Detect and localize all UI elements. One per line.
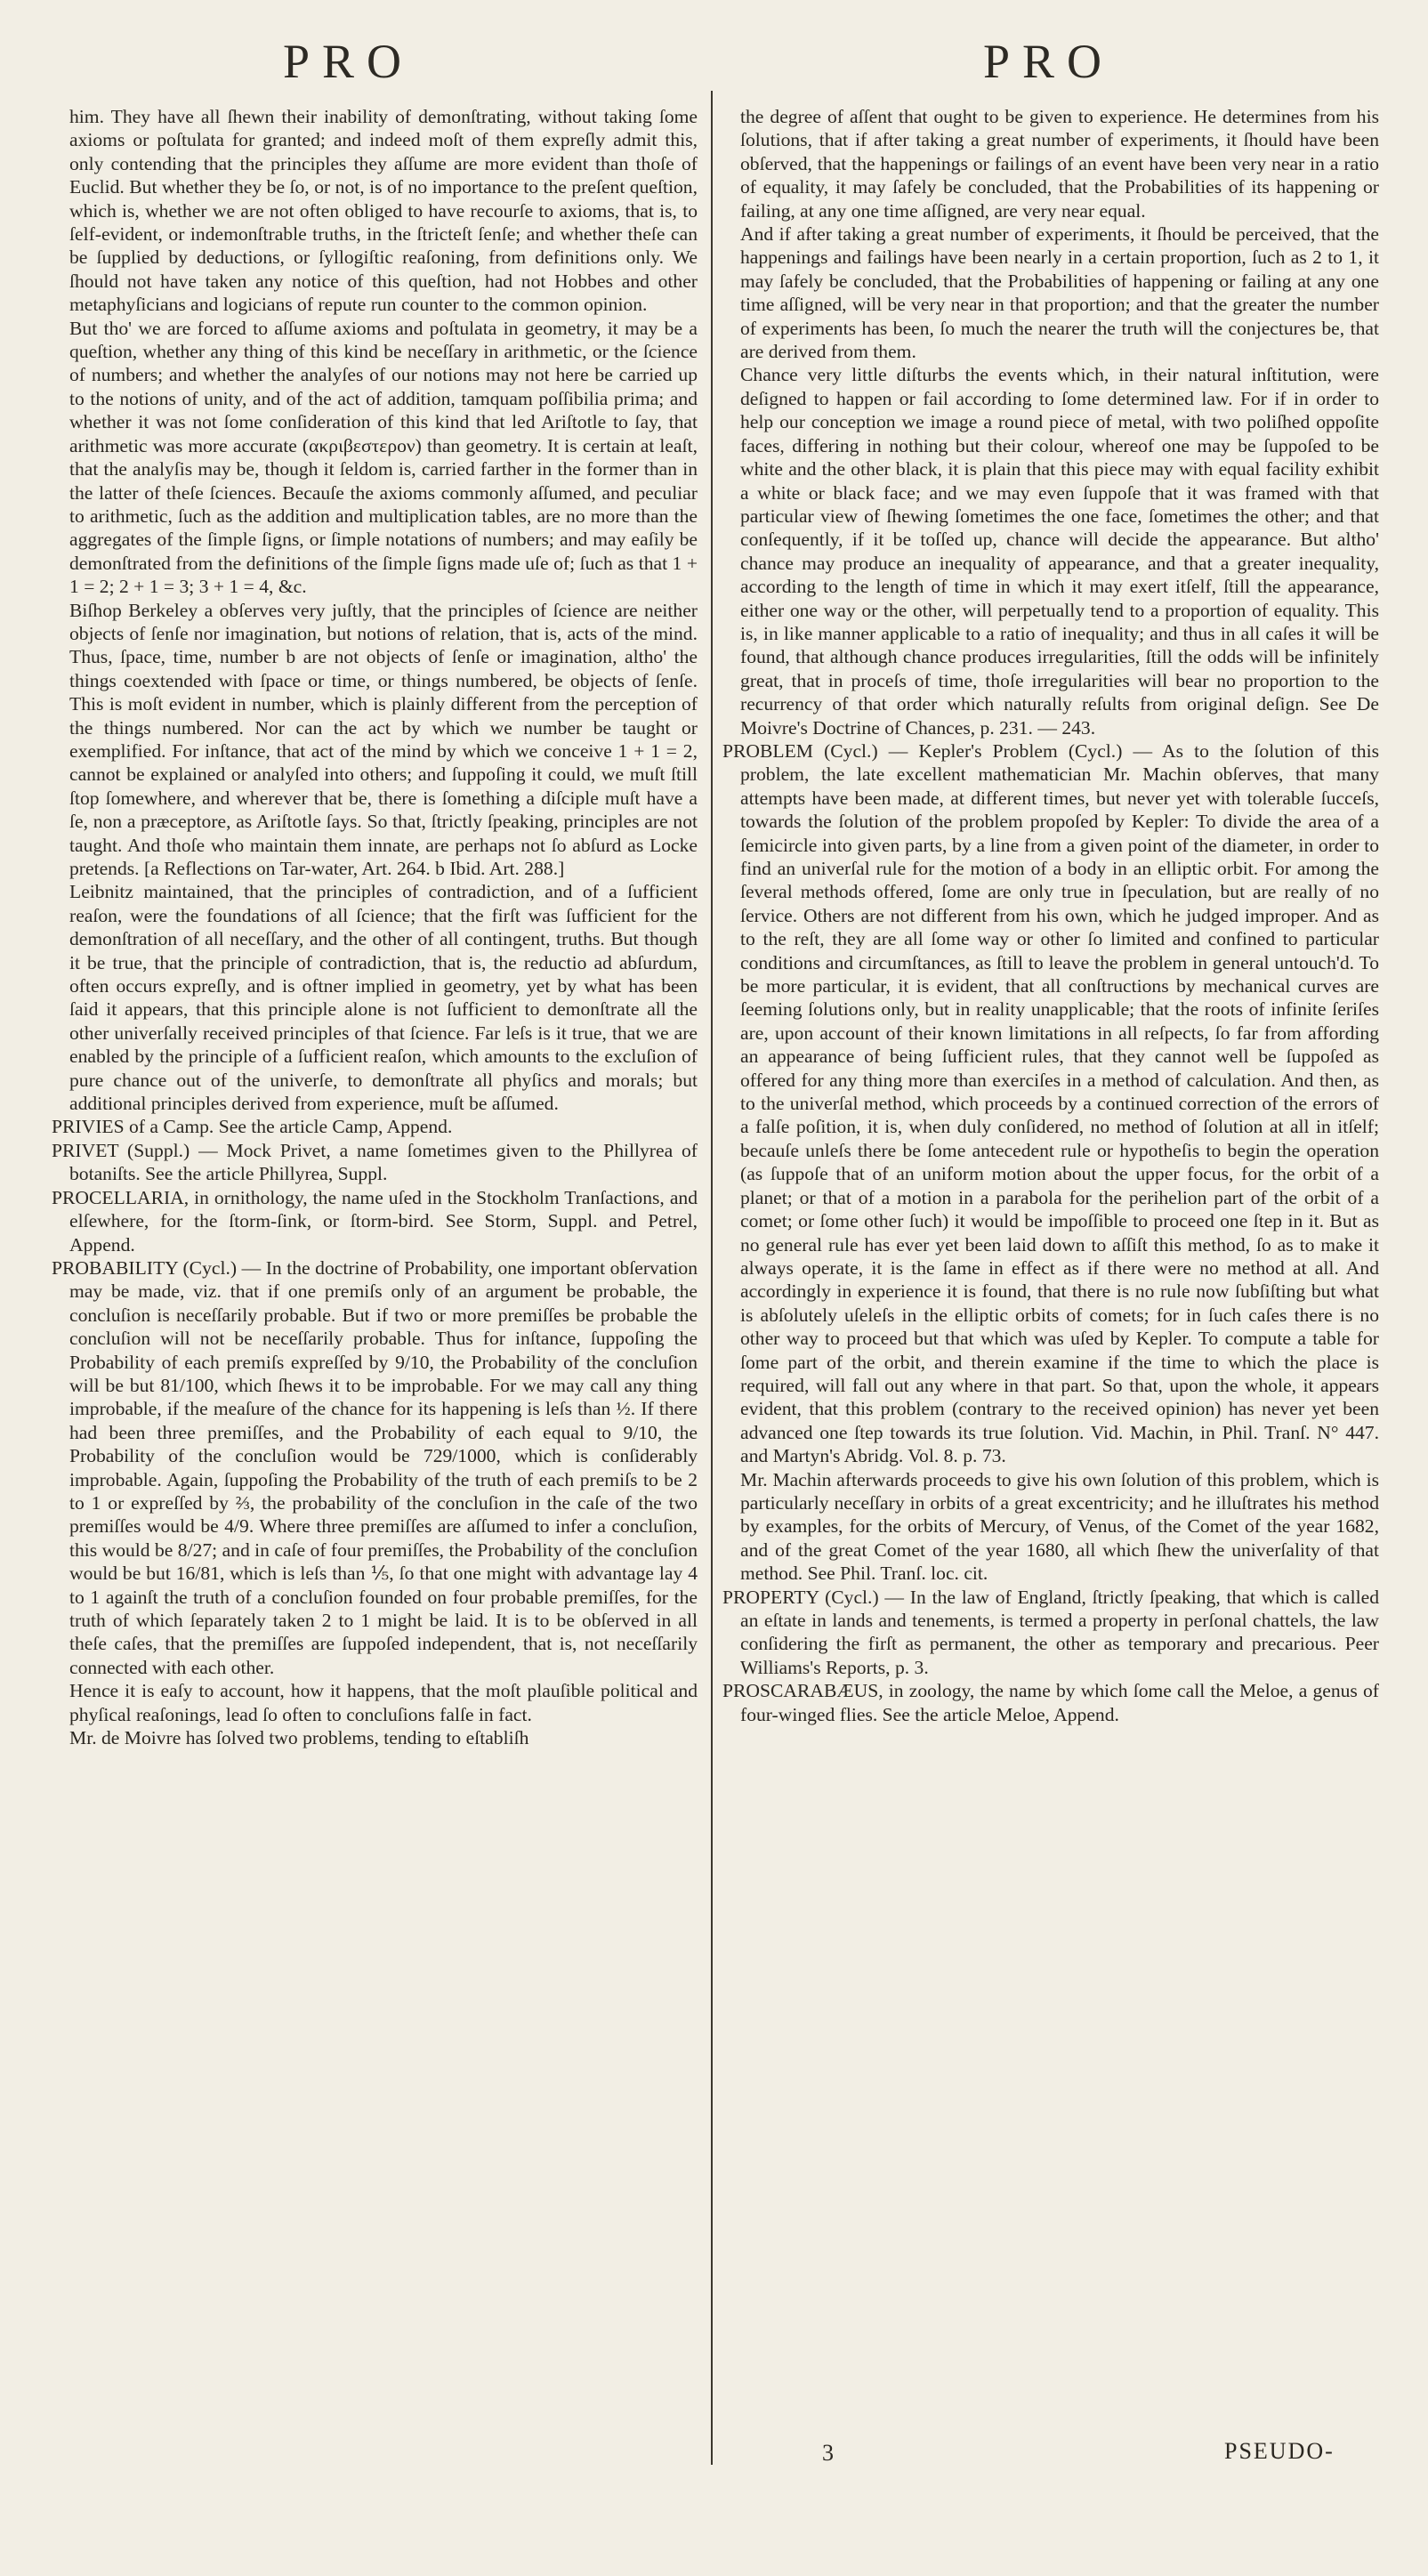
running-head-left: PRO [283,35,415,88]
running-head-right: PRO [983,35,1115,88]
catchword: PSEUDO- [1224,2438,1335,2464]
right-column [722,105,1379,2463]
paragraph: But tho' we are forced to aſſume axioms and poſtulata in geometry, it may be a queſtion, whether any thing of this kind be neceſſary in arithmetic, or the ſcience of numbers; and whether the analyſes of our notions may not here be carried up to the notions of unity, and of the act of addition, tamquam poſſibilia prima; and whether it was not ſome conſideration of this kind that led Ariſtotle to ſay, that arithmetic was more accurate (ακριβεστερον) than geometry. It is certain at leaſt, that the analyſis may be, though it ſeldom is, carried farther in the former than in the latter of theſe ſciences. Becauſe the axioms commonly aſſumed, and peculiar to arithmetic, ſuch as the addition and multiplication tables, are no more than the aggregates of the ſimple ſigns, or ſimple notations of numbers; and may eaſily be demonſtrated from the definitions of the ſimple ſigns made uſe of; ſuch as that 1 + 1 = 2; 2 + 1 = 3; 3 + 1 = 4, &c. [69,317,698,598]
paragraph: Chance very little diſturbs the events which, in their natural inſtitution, were deſigned to happen or fail according to ſome determined law. For if in order to help our conception we image a round piece of metal, with two poliſhed oppoſite faces, differing in nothing but their colour, whereof one may be ſuppoſed to be white and the other black, it is plain that this piece may with equal facility exhibit a white or black face; and we may even ſuppoſe that it was framed with that particular view of ſhewing ſometimes the one face, ſometimes the other; and that conſequently, if it be toſſed up, chance will decide the appearance. But altho' chance may produce an inequality of appearance, and that a greater inequality, according to the length of time in which it may exert itſelf, ſtill the appearance, either one way or the other, will perpetually tend to a proportion of equality. This is, in like manner applicable to a ratio of inequality; and thus in all caſes it will be found, that although chance produces irregularities, ſtill the odds will be infinitely great, that in proceſs of time, thoſe irregularities will bear no proportion to the recurrency of that order which naturally reſults from original deſign. See De Moivre's Doctrine of Chances, p. 231. — 243. [740,364,1379,739]
paragraph: And if after taking a great number of experiments, it ſhould be perceived, that the happenings and failings have been nearly in a certain proportion, ſuch as 2 to 1, it may ſafely be concluded, that the Probabilities of happening or failing at any one time aſſigned, will be very near in that proportion; and that the greater the number of experiments has been, ſo much the nearer the truth will the conjectures be, that are derived from them. [740,223,1379,363]
paragraph: Mr. Machin afterwards proceeds to give his own ſolution of this problem, which is particularly neceſſary in orbits of a great excentricity; and he illuſtrates his method by examples, for the orbits of Mercury, of Venus, of the Comet of the year 1682, and of the great Comet of the year 1680, all which ſhew the univerſality of that method. See Phil. Tranſ. loc. cit. [740,1468,1379,1585]
paragraph: Biſhop Berkeley a obſerves very juſtly, that the principles of ſcience are neither objects of ſenſe nor imagination, but notions of relation, that is, acts of the mind. Thus, ſpace, time, number b are not objects of ſenſe or imagination, altho' the things coextended with ſpace or time, or things numbered, be objects of ſenſe. This is moſt evident in number, which is plainly different from the perception of the things numbered. Nor can the act by which we number be taught or exemplified. For inſtance, that act of the mind by which we conceive 1 + 1 = 2, cannot be explained or analyſed into others; and ſuppoſing it could, we muſt ſtill ſtop ſomewhere, and wherever that be, there is ſomething a diſciple muſt have a ſe, non a præceptore, as Ariſtotle ſays. So that, ſtrictly ſpeaking, principles are not taught. And thoſe who maintain them innate, are perhaps not ſo abſurd as Locke pretends. [a Reflections on Tar-water, Art. 264. b Ibid. Art. 288.] [69,599,698,879]
page-number: 3 [822,2440,834,2466]
paragraph: the degree of aſſent that ought to be given to experience. He determines from his ſolutions, that if after taking a great number of experiments, it ſhould have been obſerved, that the happenings or failings of an event have been very near in a ratio of equality, it may ſafely be concluded, that the Probabilities of its happening or failing, at any one time aſſigned, are very near equal. [740,106,1379,222]
paragraph: PRIVET (Suppl.) — Mock Privet, a name ſometimes given to the Phillyrea of botaniſts. See the article Phillyrea, Suppl. [52,1139,698,1185]
paragraph: PROPERTY (Cycl.) — In the law of England, ſtrictly ſpeaking, that which is called an eſtate in lands and tenements, is termed a property in perſonal chattels, the law conſidering the firſt as permanent, the other as temporary and precarious. Peer Williams's Reports, p. 3. [722,1586,1379,1678]
paragraph: Leibnitz maintained, that the principles of contradiction, and of a ſufficient reaſon, were the foundations of all ſcience; that the firſt was ſufficient for the demonſtration of all neceſſary, and the other of all contingent, truths. But though it be true, that the principle of contradiction, that is, the reductio ad abſurdum, often occurs expreſly, and is oftner implied in geometry, yet by what has been ſaid it appears, that this principle alone is not ſufficient to demonſtrate all the other univerſally received principles of that ſcience. Far leſs is it true, that we are enabled by the principle of a ſufficient reaſon, which amounts to the excluſion of pure chance out of the univerſe, to demonſtrate all phyſics and morals; but additional principles derived from experience, muſt be aſſumed. [69,881,698,1115]
paragraph: PROSCARABÆUS, in zoology, the name by which ſome call the Meloe, a genus of four-winged flies. See the article Meloe, Append. [722,1680,1379,1725]
left-column [52,105,698,2463]
paragraph: PRIVIES of a Camp. See the article Camp, Append. [52,1116,453,1138]
paragraph: PROBABILITY (Cycl.) — In the doctrine of Probability, one important obſervation may be made, viz. that if one premiſs only of an argument be probable, the concluſion is neceſſarily probable. But if two or more premiſſes be probable the concluſion will not be neceſſarily probable. Thus for inſtance, ſuppoſing the Probability of each premiſs expreſſed by 9/10, the Probability of the concluſion will be but 81/100, which ſhews it to be improbable. For we may call any thing improbable, if the meaſure of the chance for its happening is leſs than ½. If there had been three premiſſes, and the Probability of each equal to 9/10, the Probability of the concluſion would be 729/1000, which is conſiderably improbable. Again, ſuppoſing the Probability of the truth of each premiſs to be 2 to 1 or expreſſed by ⅔, the probability of the concluſion in the caſe of the two premiſſes would be 4/9. Where three premiſſes are aſſumed to infer a concluſion, this would be 8/27; and in caſe of four premiſſes, the Probability of the concluſion would be but 16/81, which is leſs than ⅕, ſo that one might with advantage lay 4 to 1 againſt the truth of a concluſion founded on four probable premiſſes, for the truth of which ſeparately taken 2 to 1 might be laid. It is to be obſerved in all theſe caſes, that the premiſſes are ſuppoſed independent, that is, not neceſſarily connected with each other. [52,1256,698,1678]
column-divider [711,91,713,2465]
paragraph: PROCELLARIA, in ornithology, the name uſed in the Stockholm Tranſactions, and elſewhere, for the ſtorm-ſink, or ſtorm-bird. See Storm, Suppl. and Petrel, Append. [52,1186,698,1256]
paragraph: Hence it is eaſy to account, how it happens, that the moſt plauſible political and phyſical reaſonings, lead ſo often to concluſions falſe in fact. [69,1680,698,1725]
paragraph: him. They have all ſhewn their inability of demonſtrating, without taking ſome axioms or poſtulata for granted; and indeed moſt of them expreſly admit this, only contending that the principles they aſſume are more evident than thoſe of Euclid. But whether they be ſo, or not, is of no importance to the preſent queſtion, which is, whether we are not often obliged to have recourſe to axioms, that is, to ſelf-evident, or indemonſtrable truths, in the ſtricteſt ſenſe; and whether theſe can be ſupplied by deductions, or ſyllogiſtic reaſoning, from definitions only. We ſhould not have taken any notice of this queſtion, had not Hobbes and other metaphyſicians and logicians of repute run counter to the common opinion. [69,106,698,316]
paragraph: Mr. de Moivre has ſolved two problems, tending to eſtabliſh [69,1727,529,1749]
paragraph: PROBLEM (Cycl.) — Kepler's Problem (Cycl.) — As to the ſolution of this problem, the late excellent mathematician Mr. Machin obſerves, that many attempts have been made, at different times, but never yet with tolerable ſucceſs, towards the ſolution of the problem propoſed by Kepler: To divide the area of a ſemicircle into given parts, by a line from a given point of the diameter, in order to find an univerſal rule for the motion of a body in an elliptic orbit. For among the ſeveral methods offered, ſome are only true in ſpeculation, but are really of no ſervice. Others are not different from his own, which he judged improper. And as to the reſt, they are all ſome way or other ſo limited and confined to particular conditions and circumſtances, as ſtill to leave the problem in general untouch'd. To be more particular, it is evident, that all conſtructions by mechanical curves are ſeeming ſolutions only, but in reality unapplicable; that the roots of infinite ſeriſes are, upon account of their known limitations in all reſpects, ſo far from affording an appearance of being ſufficient rules, that they cannot well be ſuppoſed as offered for any thing more than exerciſes in a method of calculation. And then, as to the univerſal method, which proceeds by a continued correction of the errors of a falſe poſition, it is, when duly conſidered, no method of ſolution at all in itſelf; becauſe unleſs there be ſome antecedent rule or hypotheſis to begin the operation (as ſuppoſe that of an uniform motion about the upper focus, for the orbit of a planet; or that of a motion in a parabola for the perihelion part of the orbit of a comet; or ſome other ſuch) it would be impoſſible to proceed one ſtep in it. But as no general rule has ever yet been laid down to aſſiſt this method, ſo as to make it always operate, it is the ſame in effect as if there were no method at all. And accordingly in experience it is found, that there is no rule now ſubſiſting but what is abſolutely uſeleſs in the elliptic orbits of comets; for in ſuch caſes there is no other way to proceed but that which was uſed by Kepler. To compute a table for ſome part of the orbit, and therein examine if the time to which the place is required, will fall out any where in that part. So that, upon the whole, it appears evident, that this problem (contrary to the received opinion) has never yet been advanced one ſtep towards its true ſolution. Vid. Machin, in Phil. Tranſ. N° 447. and Martyn's Abridg. Vol. 8. p. 73. [722,739,1379,1467]
